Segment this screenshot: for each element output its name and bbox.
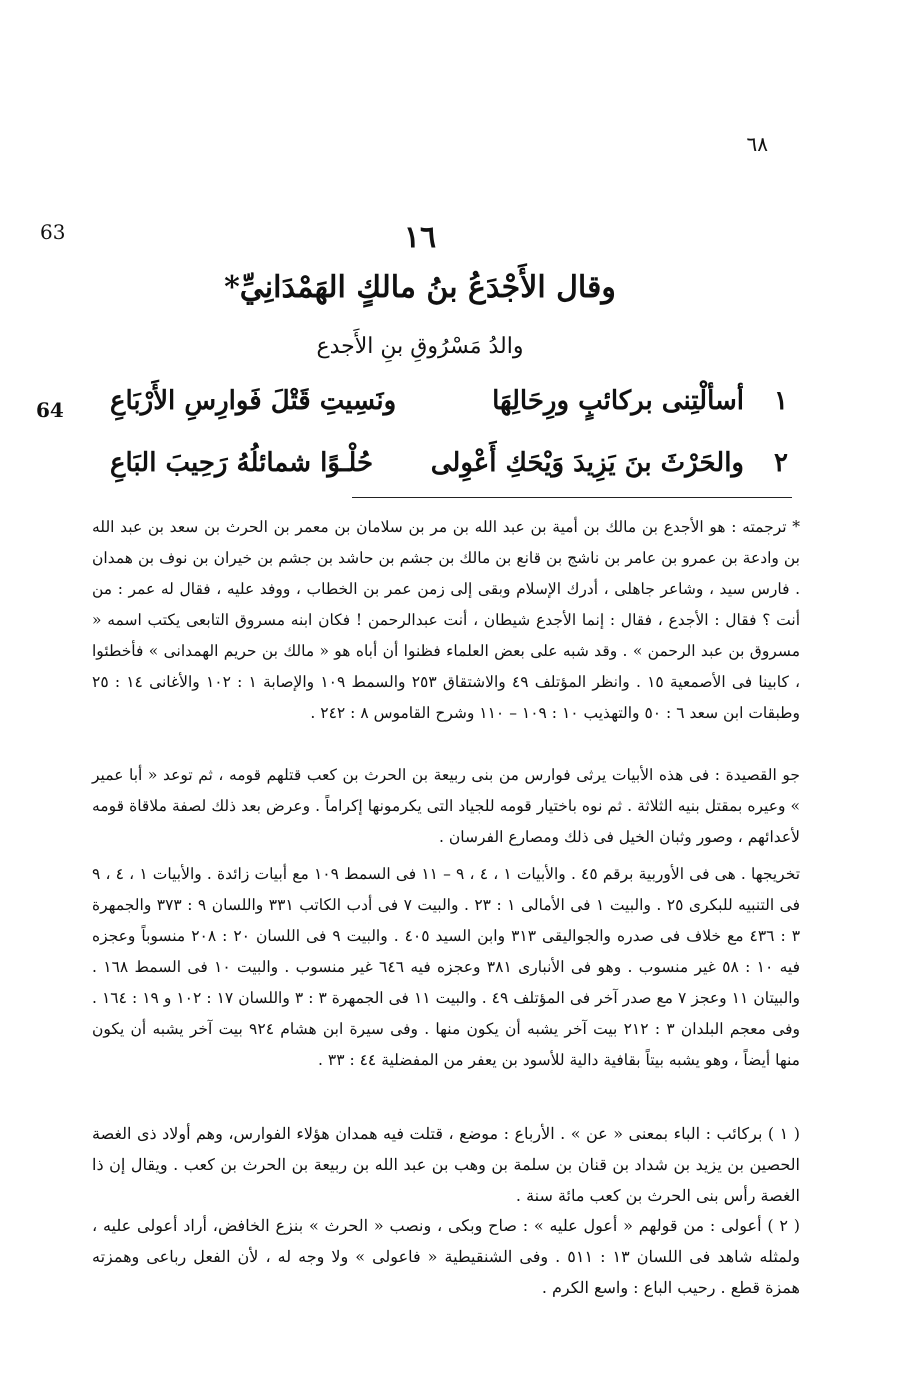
verse-first-hemistich: والحَرْثَ بنَ يَزِيدَ وَيْحَكِ أَعْوِلى: [430, 448, 744, 478]
verse-second-hemistich: ونَسِيتِ قَتْلَ فَوارِسِ الأَرْبَاعِ: [110, 386, 397, 416]
poem-title: وقال الأَجْدَعُ بنُ مالكٍ الهَمْدَانِيِّ*: [224, 270, 616, 305]
margin-page-ref-top: 63: [40, 220, 66, 244]
verse-number: ١: [774, 386, 788, 416]
verse-second-hemistich: حُلْـوًا شمائلُهُ رَحِيبَ البَاعِ: [110, 448, 374, 478]
verse-gloss-2: ( ٢ ) أعولى : من قولهم « أعول عليه » : صاح وبكى ، ونصب « الحرث » بنزع الخافض، أراد أعولى عليه ، ولمثله شاهد فى اللسان ١٣ : ٥١١ . وفى الشنقيطية « فاعولى » ولا وجه له ، لأن الفعل رباعى وهمزته همزة قطع . رحيب الباع : واسع الكرم .: [92, 1216, 801, 1297]
poem-subtitle: والدُ مَسْرُوقِ بنِ الأَجدع: [316, 334, 524, 359]
verse-gloss-1: ( ١ ) بركائب : الباء بمعنى « عن » . الأرباع : موضع ، قتلت فيه همدان هؤلاء الفوارس، وهم أولاد ذى الغصة الحصين بن يزيد بن شداد بن قنان بن سلمة بن وهب بن عبد الله بن ربيعة بن الحرث بن كعب . ويقال إن ذا الغصة رأس بنى الحرث بن كعب مائة سنة .: [92, 1124, 801, 1205]
verse-line: [80, 448, 788, 498]
verse-line: [80, 386, 788, 436]
section-divider: [352, 497, 792, 498]
margin-page-ref-bottom: 64: [36, 398, 64, 422]
sources-note: تخريجها . هى فى الأوربية برقم ٤٥ . والأبيات ١ ، ٤ ، ٩ – ١١ فى السمط ١٠٩ مع أبيات زائدة . والأبيات ١ ، ٤ ، ٩ فى التنبيه للبكرى ٢٥ . والبيت ١ فى الأمالى ١ : ٢٣ . والبيت ٧ فى أدب الكاتب ٣٣١ واللسان ٩ : ٣٧٣ والجمهرة ٣ : ٤٣٦ مع خلاف فى صدره والجواليقى ٣١٣ وابن السيد ٤٠٥ . والبيت ٩ فى اللسان ٢٠ : ٢٠٨ منسوباً وعجزه فيه ١٠ : ٥٨ غير منسوب . وهو فى الأنبارى ٣٨١ وعجزه فيه ٦٤٦ غير منسوب . والبيت ١٠ فى السمط ١٦٨ . والبيتان ١١ وعجز ٧ مع صدر آخر فى المؤتلف ٤٩ . والبيت ١١ فى الجمهرة ٣ : ٣ واللسان ١٧ : ١٠٢ و ١٩ : ١٦٤ . وفى معجم البلدان ٣ : ٢١٢ بيت آخر يشبه أن يكون منها . وفى سيرة ابن هشام ٩٢٤ بيت آخر يشبه أن يكون منها أيضاً ، وهو يشبه بيتاً بقافية دالية للأسود بن يعفر من المفضلية ٤٤ : ٣٣ .: [92, 865, 801, 1069]
page-number: ٦٨: [746, 132, 768, 156]
poem-context-note: جو القصيدة : فى هذه الأبيات يرثى فوارس من بنى ربيعة بن الحرث بن كعب قتلهم قومه ، ثم توعد « أبا عمير » وعيره بمقتل بنيه الثلاثة . ثم نوه باختيار قومه للجياد التى يكرمونها إكراماً . وعرض بعد ذلك لصفة ملاقاة قومه لأعدائهم ، وصور وثبان الخيل فى ذلك ومصارع الفرسان .: [92, 766, 800, 846]
poem-number: ١٦: [403, 220, 437, 255]
verse-first-hemistich: أسألْتِنى بركائبٍ ورِحَالِهَا: [492, 386, 744, 416]
verse-number: ٢: [774, 448, 788, 478]
biography-note: * ترجمته : هو الأجدع بن مالك بن أمية بن عبد الله بن مر بن سلامان بن معمر بن الحرث بن سعد بن عبد الله بن وادعة بن عمرو بن عامر بن ناشج بن قانع بن مالك بن جشم بن حاشد بن جشم بن خيران بن نوف بن همدان . فارس سيد ، وشاعر جاهلى ، أدرك الإسلام وبقى إلى زمن عمر بن الخطاب ، ووفد عليه ، فقال له عمر : من أنت ؟ فقال : الأجدع ، فقال : إنما الأجدع شيطان ، أنت عبدالرحمن ! فكان ابنه مسروق التابعى يكتب اسمه « مسروق بن عبد الرحمن » . وقد شبه على بعض العلماء فظنوا أن أباه هو « مالك بن حريم الهمدانى » فأخطئوا ، كابينا فى الأصمعية ١٥ . وانظر المؤتلف ٤٩ والاشتقاق ٢٥٣ والسمط ١٠٩ والإصابة ١ : ١٠٢ والأغانى ١٤ : ٢٥ وطبقات ابن سعد ٦ : ٥٠ والتهذيب ١٠ : ١٠٩ – ١١٠ وشرح القاموس ٨ : ٢٤٢ .: [92, 518, 800, 722]
